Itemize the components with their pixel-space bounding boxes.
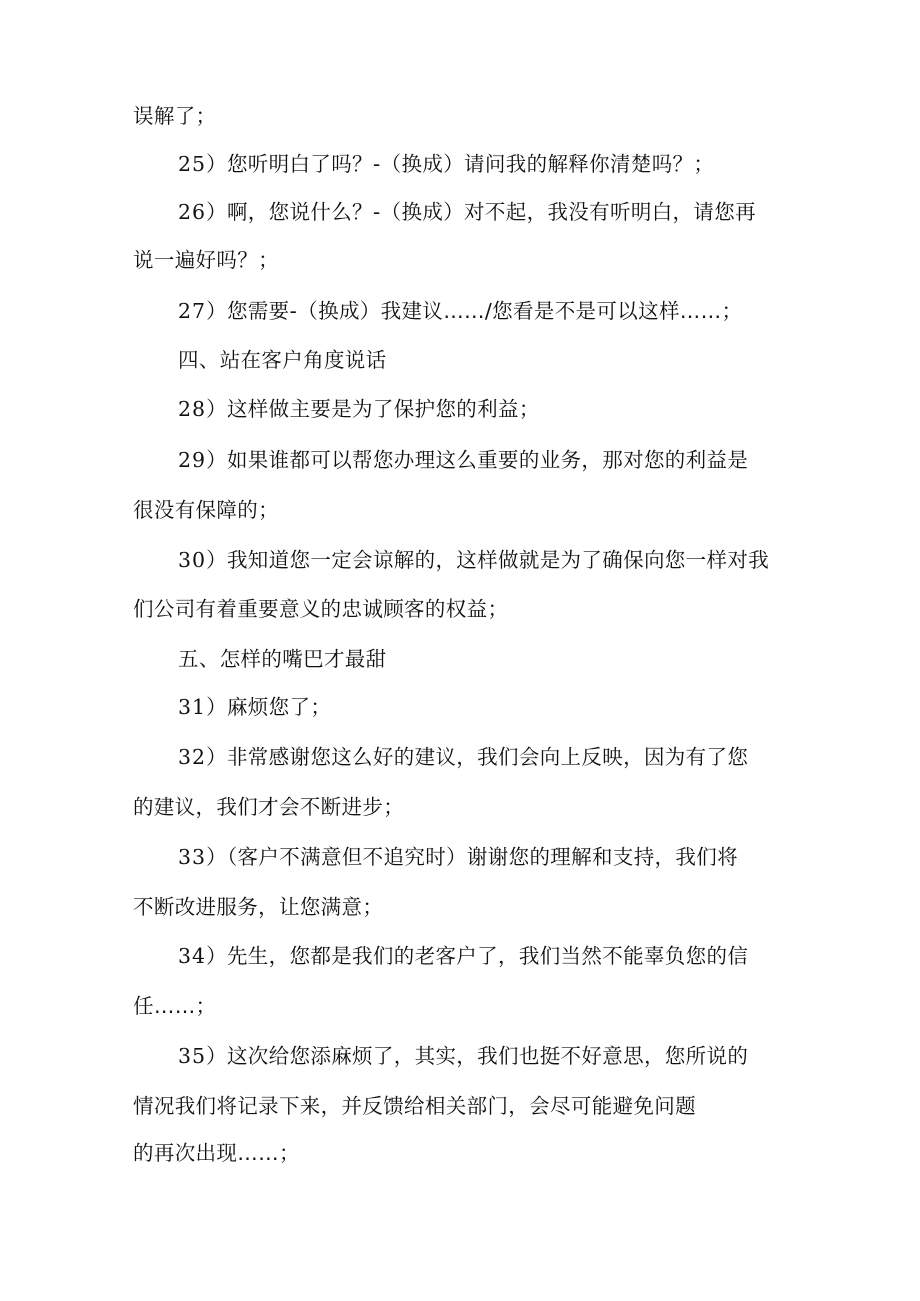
text-line <box>178 150 714 178</box>
line-text: ）我知道您一定会谅解的，这样做就是为了确保向您一样对我 <box>206 548 770 572</box>
line-text: ）您听明白了吗？-（换成）请问我的解释你清楚吗？； <box>206 152 715 176</box>
text-line <box>133 496 279 524</box>
line-text: 们公司有着重要意义的忠诚顾客的权益； <box>133 597 509 621</box>
line-text: ）这样做主要是为了保护您的利益； <box>206 397 540 421</box>
text-line <box>178 395 540 423</box>
text-line <box>178 297 742 325</box>
text-line <box>178 198 756 226</box>
text-line <box>178 743 748 771</box>
text-line <box>178 546 769 574</box>
text-line <box>178 693 331 721</box>
line-text: 的再次出现……； <box>133 1141 300 1165</box>
item-number: 32 <box>178 745 207 769</box>
item-number: 34 <box>178 944 207 968</box>
line-text: ）这次给您添麻烦了，其实，我们也挺不好意思，您所说的 <box>206 1044 749 1068</box>
line-text: 的建议，我们才会不断进步； <box>133 795 405 819</box>
text-line <box>133 595 508 623</box>
section-heading <box>178 346 387 374</box>
item-number: 35 <box>178 1044 207 1068</box>
item-number: 28 <box>178 397 207 421</box>
text-line <box>178 843 738 871</box>
text-line <box>133 893 383 921</box>
item-number: 30 <box>178 548 207 572</box>
item-number: 33 <box>178 845 207 869</box>
item-number: 26 <box>178 200 207 224</box>
text-line <box>178 1042 748 1070</box>
text-line <box>133 793 404 821</box>
text-line <box>178 942 748 970</box>
line-text: ）啊，您说什么？-（换成）对不起，我没有听明白，请您再 <box>206 200 756 224</box>
line-text: 很没有保障的； <box>133 498 279 522</box>
line-text: 误解了； <box>133 104 217 128</box>
line-text: 说一遍好吗？； <box>133 248 279 272</box>
line-text: ）麻烦您了； <box>206 695 332 719</box>
item-number: 31 <box>178 695 207 719</box>
line-text: 情况我们将记录下来，并反馈给相关部门，会尽可能避免问题 <box>133 1094 696 1118</box>
item-number: 25 <box>178 152 207 176</box>
text-line <box>133 1092 696 1120</box>
text-line <box>133 992 216 1020</box>
text-line <box>178 446 748 474</box>
text-line <box>133 1139 300 1167</box>
line-text: ）您需要-（换成）我建议……/您看是不是可以这样……； <box>206 299 743 323</box>
item-number: 29 <box>178 448 207 472</box>
line-text: ）先生，您都是我们的老客户了，我们当然不能辜负您的信 <box>206 944 749 968</box>
line-text: 不断改进服务，让您满意； <box>133 895 384 919</box>
line-text: ）如果谁都可以帮您办理这么重要的业务，那对您的利益是 <box>206 448 749 472</box>
line-text: 四、站在客户角度说话 <box>178 348 387 372</box>
line-text: 任……； <box>133 994 217 1018</box>
line-text: ）（客户不满意但不追究时）谢谢您的理解和支持，我们将 <box>206 845 738 869</box>
item-number: 27 <box>178 299 207 323</box>
section-heading <box>178 645 387 673</box>
text-line <box>133 246 279 274</box>
line-text: 五、怎样的嘴巴才最甜 <box>178 647 387 671</box>
text-line <box>133 102 216 130</box>
line-text: ）非常感谢您这么好的建议，我们会向上反映，因为有了您 <box>206 745 749 769</box>
